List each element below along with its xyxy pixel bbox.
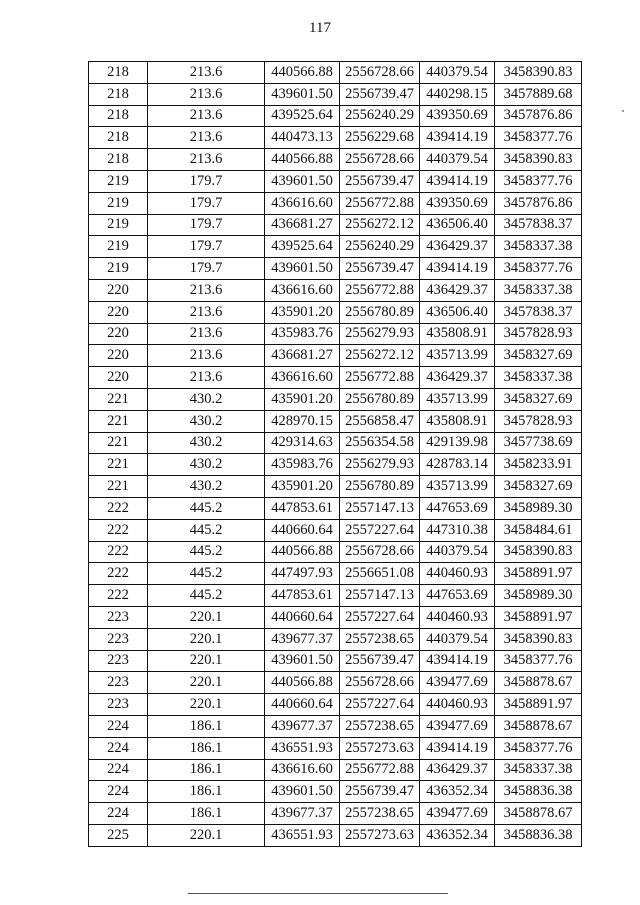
cell-x2: 436429.37 xyxy=(420,759,495,781)
cell-x2: 439414.19 xyxy=(420,170,495,192)
cell-y2: 3458377.76 xyxy=(495,170,582,192)
cell-x2: 440460.93 xyxy=(420,563,495,585)
cell-plot-id: 219 xyxy=(89,236,148,258)
cell-y2: 3458327.69 xyxy=(495,388,582,410)
cell-y1: 2556651.08 xyxy=(340,563,420,585)
cell-plot-id: 222 xyxy=(89,585,148,607)
cell-x1: 440566.88 xyxy=(265,541,340,563)
cell-plot-id: 219 xyxy=(89,170,148,192)
cell-y1: 2557227.64 xyxy=(340,694,420,716)
cell-x1: 447853.61 xyxy=(265,585,340,607)
cell-x1: 435983.76 xyxy=(265,454,340,476)
cell-plot-id: 222 xyxy=(89,541,148,563)
cell-length: 213.6 xyxy=(148,345,265,367)
cell-y2: 3458377.76 xyxy=(495,258,582,280)
cell-length: 220.1 xyxy=(148,672,265,694)
cell-y1: 2557227.64 xyxy=(340,606,420,628)
cell-y1: 2556739.47 xyxy=(340,170,420,192)
cell-x1: 436681.27 xyxy=(265,345,340,367)
cell-length: 220.1 xyxy=(148,650,265,672)
table-row xyxy=(89,803,582,825)
table-row xyxy=(89,62,582,84)
table-row xyxy=(89,105,582,127)
table-row xyxy=(89,192,582,214)
cell-y2: 3458337.38 xyxy=(495,279,582,301)
cell-x2: 440298.15 xyxy=(420,83,495,105)
cell-y1: 2557273.63 xyxy=(340,737,420,759)
table-row xyxy=(89,345,582,367)
cell-y2: 3458390.83 xyxy=(495,541,582,563)
cell-plot-id: 222 xyxy=(89,563,148,585)
cell-plot-id: 221 xyxy=(89,410,148,432)
cell-plot-id: 221 xyxy=(89,432,148,454)
cell-plot-id: 220 xyxy=(89,301,148,323)
cell-plot-id: 223 xyxy=(89,606,148,628)
table-row xyxy=(89,737,582,759)
cell-x1: 439525.64 xyxy=(265,236,340,258)
table-row xyxy=(89,388,582,410)
table-row xyxy=(89,367,582,389)
cell-y2: 3458878.67 xyxy=(495,715,582,737)
cell-x1: 440566.88 xyxy=(265,62,340,84)
cell-y1: 2556739.47 xyxy=(340,650,420,672)
cell-x2: 436429.37 xyxy=(420,236,495,258)
cell-y2: 3458390.83 xyxy=(495,62,582,84)
cell-length: 213.6 xyxy=(148,62,265,84)
cell-length: 220.1 xyxy=(148,694,265,716)
cell-x2: 439350.69 xyxy=(420,105,495,127)
cell-y1: 2557238.65 xyxy=(340,803,420,825)
cell-x1: 436616.60 xyxy=(265,759,340,781)
cell-x1: 436551.93 xyxy=(265,737,340,759)
cell-y2: 3458327.69 xyxy=(495,476,582,498)
cell-length: 220.1 xyxy=(148,628,265,650)
cell-x2: 440460.93 xyxy=(420,606,495,628)
cell-y2: 3457828.93 xyxy=(495,410,582,432)
cell-y2: 3458377.76 xyxy=(495,127,582,149)
cell-x2: 435713.99 xyxy=(420,388,495,410)
cell-x1: 440660.64 xyxy=(265,694,340,716)
table-row xyxy=(89,824,582,846)
cell-x1: 440566.88 xyxy=(265,672,340,694)
cell-y1: 2556728.66 xyxy=(340,672,420,694)
cell-y2: 3458377.76 xyxy=(495,650,582,672)
cell-x1: 435901.20 xyxy=(265,388,340,410)
scan-speck xyxy=(622,110,624,112)
table-row xyxy=(89,519,582,541)
cell-plot-id: 223 xyxy=(89,694,148,716)
cell-x1: 436616.60 xyxy=(265,279,340,301)
table-row xyxy=(89,149,582,171)
cell-length: 213.6 xyxy=(148,83,265,105)
cell-plot-id: 218 xyxy=(89,62,148,84)
cell-x1: 439677.37 xyxy=(265,803,340,825)
cell-x1: 439601.50 xyxy=(265,83,340,105)
cell-x1: 440566.88 xyxy=(265,149,340,171)
cell-y1: 2556279.93 xyxy=(340,454,420,476)
table-row xyxy=(89,672,582,694)
cell-x2: 435808.91 xyxy=(420,410,495,432)
bottom-rule xyxy=(188,893,448,894)
cell-length: 430.2 xyxy=(148,432,265,454)
table-row xyxy=(89,781,582,803)
cell-y1: 2556279.93 xyxy=(340,323,420,345)
cell-y1: 2556739.47 xyxy=(340,781,420,803)
cell-x2: 436506.40 xyxy=(420,214,495,236)
cell-length: 213.6 xyxy=(148,279,265,301)
cell-plot-id: 219 xyxy=(89,192,148,214)
cell-y1: 2556772.88 xyxy=(340,367,420,389)
cell-y1: 2556240.29 xyxy=(340,105,420,127)
cell-x1: 440473.13 xyxy=(265,127,340,149)
cell-y2: 3458891.97 xyxy=(495,694,582,716)
cell-x2: 447310.38 xyxy=(420,519,495,541)
cell-y1: 2556858.47 xyxy=(340,410,420,432)
cell-plot-id: 223 xyxy=(89,650,148,672)
cell-y2: 3457876.86 xyxy=(495,192,582,214)
cell-length: 213.6 xyxy=(148,367,265,389)
cell-x2: 439414.19 xyxy=(420,258,495,280)
table-row xyxy=(89,563,582,585)
cell-length: 213.6 xyxy=(148,301,265,323)
table-row xyxy=(89,170,582,192)
cell-x2: 439350.69 xyxy=(420,192,495,214)
cell-plot-id: 220 xyxy=(89,345,148,367)
table-body xyxy=(89,62,582,847)
cell-plot-id: 218 xyxy=(89,105,148,127)
cell-x2: 439477.69 xyxy=(420,803,495,825)
cell-y1: 2556772.88 xyxy=(340,192,420,214)
table-row xyxy=(89,541,582,563)
cell-x1: 436551.93 xyxy=(265,824,340,846)
cell-y2: 3457738.69 xyxy=(495,432,582,454)
cell-x1: 440660.64 xyxy=(265,606,340,628)
table-row xyxy=(89,476,582,498)
cell-y2: 3458327.69 xyxy=(495,345,582,367)
cell-x2: 439414.19 xyxy=(420,650,495,672)
table-row xyxy=(89,432,582,454)
coordinates-table xyxy=(88,61,582,847)
cell-x2: 436352.34 xyxy=(420,824,495,846)
cell-x1: 435901.20 xyxy=(265,476,340,498)
cell-y1: 2556272.12 xyxy=(340,345,420,367)
cell-x2: 439414.19 xyxy=(420,127,495,149)
cell-y2: 3458377.76 xyxy=(495,737,582,759)
cell-y2: 3458337.38 xyxy=(495,367,582,389)
cell-x1: 439677.37 xyxy=(265,715,340,737)
cell-y2: 3458390.83 xyxy=(495,628,582,650)
cell-x1: 439601.50 xyxy=(265,650,340,672)
table-row xyxy=(89,258,582,280)
cell-plot-id: 218 xyxy=(89,127,148,149)
cell-y1: 2556739.47 xyxy=(340,83,420,105)
cell-x2: 439414.19 xyxy=(420,737,495,759)
cell-length: 213.6 xyxy=(148,105,265,127)
cell-x1: 447853.61 xyxy=(265,497,340,519)
cell-y1: 2557273.63 xyxy=(340,824,420,846)
cell-y1: 2557238.65 xyxy=(340,715,420,737)
cell-x2: 439477.69 xyxy=(420,715,495,737)
page-number: 117 xyxy=(309,20,331,36)
cell-y2: 3458989.30 xyxy=(495,585,582,607)
cell-y2: 3458836.38 xyxy=(495,781,582,803)
cell-y2: 3458390.83 xyxy=(495,149,582,171)
cell-y2: 3457876.86 xyxy=(495,105,582,127)
cell-x2: 435713.99 xyxy=(420,476,495,498)
cell-x2: 440379.54 xyxy=(420,149,495,171)
cell-length: 430.2 xyxy=(148,410,265,432)
cell-y2: 3458891.97 xyxy=(495,606,582,628)
cell-y1: 2556780.89 xyxy=(340,301,420,323)
cell-plot-id: 225 xyxy=(89,824,148,846)
table-row xyxy=(89,127,582,149)
cell-length: 179.7 xyxy=(148,258,265,280)
cell-length: 220.1 xyxy=(148,824,265,846)
cell-plot-id: 224 xyxy=(89,803,148,825)
cell-plot-id: 224 xyxy=(89,781,148,803)
cell-length: 430.2 xyxy=(148,388,265,410)
table-row xyxy=(89,279,582,301)
cell-x1: 436616.60 xyxy=(265,192,340,214)
cell-length: 186.1 xyxy=(148,781,265,803)
cell-plot-id: 219 xyxy=(89,258,148,280)
cell-plot-id: 220 xyxy=(89,323,148,345)
table-row xyxy=(89,715,582,737)
cell-y1: 2557227.64 xyxy=(340,519,420,541)
cell-y2: 3457828.93 xyxy=(495,323,582,345)
cell-y2: 3458878.67 xyxy=(495,803,582,825)
table-row xyxy=(89,759,582,781)
cell-x2: 428783.14 xyxy=(420,454,495,476)
cell-plot-id: 224 xyxy=(89,737,148,759)
table-row xyxy=(89,606,582,628)
cell-length: 186.1 xyxy=(148,759,265,781)
cell-y1: 2556780.89 xyxy=(340,388,420,410)
cell-plot-id: 223 xyxy=(89,628,148,650)
table-row xyxy=(89,497,582,519)
table-row xyxy=(89,454,582,476)
cell-x1: 440660.64 xyxy=(265,519,340,541)
cell-y2: 3458337.38 xyxy=(495,236,582,258)
cell-x2: 429139.98 xyxy=(420,432,495,454)
cell-y2: 3458989.30 xyxy=(495,497,582,519)
cell-y1: 2556272.12 xyxy=(340,214,420,236)
cell-length: 179.7 xyxy=(148,192,265,214)
cell-plot-id: 224 xyxy=(89,715,148,737)
cell-x2: 447653.69 xyxy=(420,585,495,607)
cell-plot-id: 221 xyxy=(89,476,148,498)
cell-y2: 3457838.37 xyxy=(495,301,582,323)
cell-length: 430.2 xyxy=(148,476,265,498)
cell-x1: 439525.64 xyxy=(265,105,340,127)
cell-plot-id: 222 xyxy=(89,519,148,541)
cell-length: 213.6 xyxy=(148,127,265,149)
cell-x1: 435901.20 xyxy=(265,301,340,323)
cell-x2: 435808.91 xyxy=(420,323,495,345)
cell-x2: 440379.54 xyxy=(420,541,495,563)
cell-x2: 436352.34 xyxy=(420,781,495,803)
table-row xyxy=(89,650,582,672)
cell-y1: 2556728.66 xyxy=(340,541,420,563)
cell-y2: 3457838.37 xyxy=(495,214,582,236)
cell-y1: 2556240.29 xyxy=(340,236,420,258)
table-row xyxy=(89,236,582,258)
cell-plot-id: 218 xyxy=(89,83,148,105)
table-row xyxy=(89,323,582,345)
cell-x1: 436681.27 xyxy=(265,214,340,236)
cell-y1: 2556728.66 xyxy=(340,62,420,84)
cell-x1: 439601.50 xyxy=(265,170,340,192)
cell-y2: 3458836.38 xyxy=(495,824,582,846)
cell-y2: 3458337.38 xyxy=(495,759,582,781)
cell-plot-id: 221 xyxy=(89,388,148,410)
table-row xyxy=(89,83,582,105)
cell-x2: 440379.54 xyxy=(420,628,495,650)
cell-length: 186.1 xyxy=(148,737,265,759)
table-row xyxy=(89,628,582,650)
cell-plot-id: 220 xyxy=(89,367,148,389)
cell-length: 179.7 xyxy=(148,170,265,192)
cell-length: 179.7 xyxy=(148,214,265,236)
cell-plot-id: 223 xyxy=(89,672,148,694)
cell-length: 430.2 xyxy=(148,454,265,476)
cell-length: 445.2 xyxy=(148,541,265,563)
cell-length: 213.6 xyxy=(148,323,265,345)
cell-y1: 2556772.88 xyxy=(340,279,420,301)
cell-y1: 2556739.47 xyxy=(340,258,420,280)
cell-plot-id: 219 xyxy=(89,214,148,236)
cell-x2: 447653.69 xyxy=(420,497,495,519)
cell-x1: 435983.76 xyxy=(265,323,340,345)
cell-y1: 2556229.68 xyxy=(340,127,420,149)
cell-x1: 428970.15 xyxy=(265,410,340,432)
table-row xyxy=(89,694,582,716)
cell-x2: 436506.40 xyxy=(420,301,495,323)
table-row xyxy=(89,214,582,236)
cell-y1: 2557147.13 xyxy=(340,585,420,607)
cell-plot-id: 218 xyxy=(89,149,148,171)
cell-y2: 3457889.68 xyxy=(495,83,582,105)
cell-x1: 439677.37 xyxy=(265,628,340,650)
cell-y1: 2556354.58 xyxy=(340,432,420,454)
cell-x1: 439601.50 xyxy=(265,258,340,280)
cell-length: 213.6 xyxy=(148,149,265,171)
cell-y2: 3458233.91 xyxy=(495,454,582,476)
table-row xyxy=(89,410,582,432)
cell-y1: 2556772.88 xyxy=(340,759,420,781)
cell-x2: 439477.69 xyxy=(420,672,495,694)
cell-y2: 3458891.97 xyxy=(495,563,582,585)
cell-x2: 436429.37 xyxy=(420,279,495,301)
cell-plot-id: 220 xyxy=(89,279,148,301)
cell-y1: 2556728.66 xyxy=(340,149,420,171)
cell-y1: 2557238.65 xyxy=(340,628,420,650)
cell-length: 445.2 xyxy=(148,585,265,607)
cell-y1: 2557147.13 xyxy=(340,497,420,519)
cell-length: 220.1 xyxy=(148,606,265,628)
cell-plot-id: 221 xyxy=(89,454,148,476)
cell-x2: 435713.99 xyxy=(420,345,495,367)
cell-length: 186.1 xyxy=(148,803,265,825)
table-row xyxy=(89,301,582,323)
table-row xyxy=(89,585,582,607)
cell-y2: 3458878.67 xyxy=(495,672,582,694)
cell-length: 445.2 xyxy=(148,497,265,519)
cell-x2: 440460.93 xyxy=(420,694,495,716)
cell-length: 445.2 xyxy=(148,519,265,541)
cell-length: 186.1 xyxy=(148,715,265,737)
cell-x1: 429314.63 xyxy=(265,432,340,454)
cell-y1: 2556780.89 xyxy=(340,476,420,498)
cell-x1: 447497.93 xyxy=(265,563,340,585)
cell-plot-id: 224 xyxy=(89,759,148,781)
cell-x2: 440379.54 xyxy=(420,62,495,84)
cell-plot-id: 222 xyxy=(89,497,148,519)
cell-x2: 436429.37 xyxy=(420,367,495,389)
cell-y2: 3458484.61 xyxy=(495,519,582,541)
cell-x1: 436616.60 xyxy=(265,367,340,389)
cell-length: 179.7 xyxy=(148,236,265,258)
cell-x1: 439601.50 xyxy=(265,781,340,803)
cell-length: 445.2 xyxy=(148,563,265,585)
